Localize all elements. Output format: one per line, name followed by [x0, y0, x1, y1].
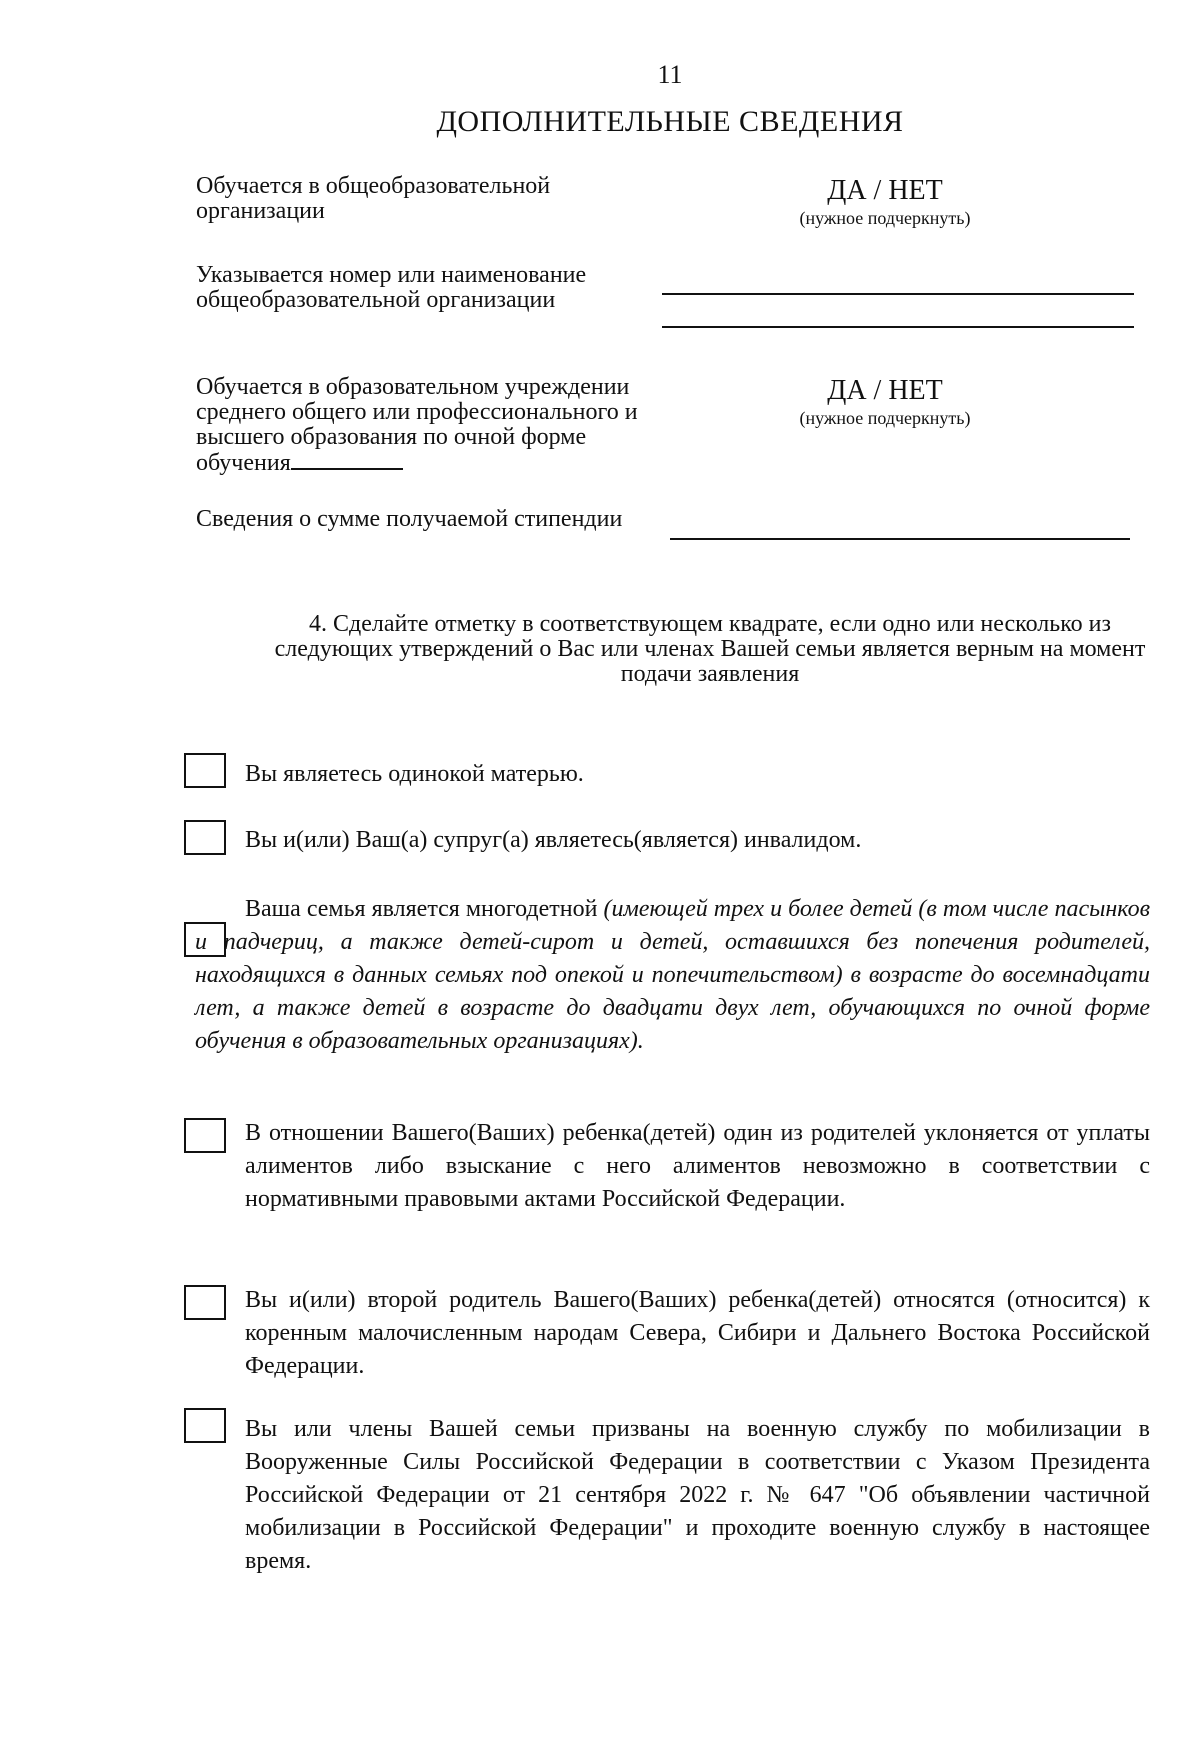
item-single-mother: [195, 758, 1150, 791]
item-text: Вы являетесь одинокой матерью.: [245, 761, 584, 787]
item-italic-text: (имеющей трех и более детей (в том числе пасынков и падчериц, а также детей-сирот и детей, оставшихся без попечения родителей, находящихся в данных семьях под опекой и попечительством) в возрасте до восемнадцати лет, а также детей в возрасте до двадцати двух лет, обучающихся по очной форме обучения в образовательных организациях).: [195, 896, 1151, 1054]
question-stipend-label: Сведения о сумме получаемой стипендии: [196, 506, 623, 532]
item-alimony: [195, 1117, 1150, 1216]
question-higher-ed-answer[interactable]: [735, 375, 1035, 429]
item-disability: [195, 824, 1150, 857]
item-text: Вы и(или) Ваш(а) супруг(а) являетесь(является) инвалидом.: [245, 827, 862, 853]
question-school-name-label: Указывается номер или наименование общеобразовательной организации: [196, 262, 587, 313]
item-indigenous: [195, 1284, 1150, 1383]
yes-no-text[interactable]: ДА / НЕТ: [827, 175, 943, 206]
school-name-line-1[interactable]: [662, 293, 1134, 295]
question-school-label: Обучается в общеобразовательной организации: [196, 173, 551, 224]
item-large-family: [195, 893, 1150, 1058]
question-school-answer[interactable]: [735, 175, 1035, 229]
item-text: Ваша семья является многодетной: [245, 896, 598, 922]
section-4-heading: 4. Сделайте отметку в соответствующем квадрате, если одно или несколько из следующих утверждений о Вас или членах Вашей семьи является верным на момент подачи заявления: [274, 611, 1146, 687]
school-name-line-2[interactable]: [662, 326, 1134, 328]
item-mobilization: [195, 1413, 1150, 1578]
stipend-line[interactable]: [670, 538, 1130, 540]
yes-no-text[interactable]: ДА / НЕТ: [827, 375, 943, 406]
item-text: В отношении Вашего(Ваших) ребенка(детей) один из родителей уклоняется от уплаты алиментов либо взыскание с него алиментов невозможно в соответствии с нормативными правовыми актами Российской Федерации.: [245, 1120, 1150, 1212]
item-text: Вы и(или) второй родитель Вашего(Ваших) ребенка(детей) относятся (относится) к коренным малочисленным народам Севера, Сибири и Дальнего Востока Российской Федерации.: [245, 1287, 1150, 1379]
item-text: Вы или члены Вашей семьи призваны на военную службу по мобилизации в Вооруженные Силы Российской Федерации в соответствии с Указом Президента Российской Федерации от 21 сентября 2022 г. № 647 "Об объявлении частичной мобилизации в Российской Федерации" и проходите военную службу в настоящее время.: [245, 1416, 1150, 1574]
higher-ed-inline-blank[interactable]: [291, 450, 403, 470]
underline-hint: (нужное подчеркнуть): [799, 408, 971, 428]
higher-ed-label-text: Обучается в образовательном учреждении среднего общего или профессионального и высшего образования по очной форме обучения: [196, 374, 638, 476]
page-number: 11: [657, 60, 683, 89]
question-higher-ed-label: [196, 375, 646, 476]
page-title: ДОПОЛНИТЕЛЬНЫЕ СВЕДЕНИЯ: [436, 105, 904, 138]
underline-hint: (нужное подчеркнуть): [799, 208, 971, 228]
